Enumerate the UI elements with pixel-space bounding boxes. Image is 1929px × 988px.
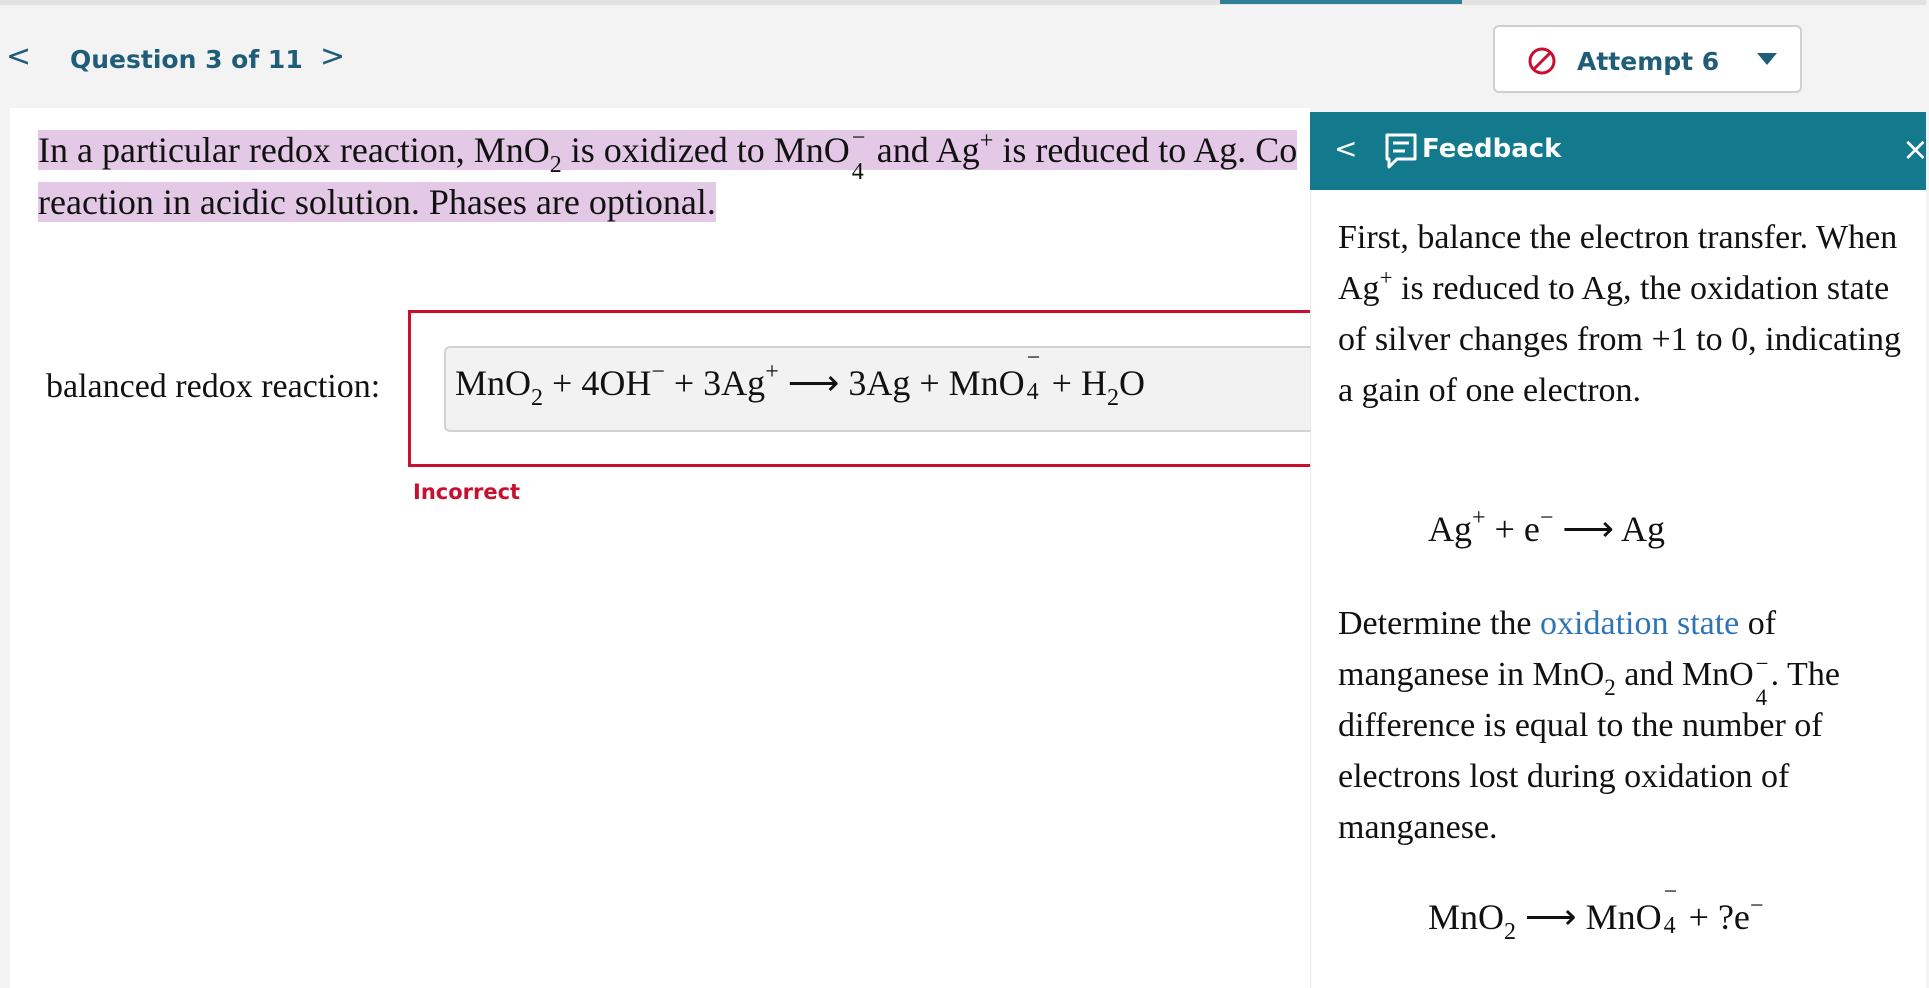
no-entry-icon <box>1527 46 1557 76</box>
previous-question-chevron-icon[interactable]: < <box>6 39 32 74</box>
oxidation-state-link[interactable]: oxidation state <box>1540 605 1740 642</box>
question-prompt: In a particular redox reaction, MnO$_2$ is oxidized to MnO − 4 and Ag+ is reduced to Ag. Co reaction in acidic solution. Phases are optional. <box>38 125 1298 222</box>
feedback-back-chevron-icon[interactable]: < <box>1334 132 1358 165</box>
feedback-paragraph-electron-transfer: First, balance the electron transfer. When Ag+ is reduced to Ag, the oxidation state of silver changes from +1 to 0, indicating a gain of one electron. <box>1338 219 1902 409</box>
answer-label: balanced redox reaction: <box>46 368 381 405</box>
attempt-dropdown[interactable] <box>1493 25 1802 93</box>
question-nav-bar <box>0 5 1926 108</box>
feedback-equation-manganese: MnO$_2$ ⟶ MnO − 4 + ?e− <box>1428 879 1764 945</box>
question-counter-link[interactable]: Question 3 of 11 <box>70 45 303 74</box>
close-icon[interactable]: × <box>1902 130 1929 168</box>
feedback-title: Feedback <box>1422 134 1562 164</box>
feedback-paragraph-oxidation-state: Determine the oxidation state of manganese in MnO$_2$ and MnO − 4 . The difference is equal to the number of electrons lost during oxidation of manganese. <box>1338 605 1840 846</box>
answer-status-incorrect: Incorrect <box>413 480 521 504</box>
feedback-equation-silver: Ag+ + e− ⟶ Ag <box>1428 505 1665 549</box>
feedback-message-icon <box>1384 132 1418 170</box>
next-question-chevron-icon[interactable]: > <box>320 39 346 74</box>
caret-down-icon <box>1757 53 1777 65</box>
feedback-header <box>1310 112 1929 190</box>
question-content-area <box>10 108 1310 988</box>
equation-answer-value[interactable]: MnO$_2$ + 4OH− + 3Ag+ ⟶ 3Ag + MnO − 4 + $H_2O$ <box>455 345 1145 411</box>
attempt-label: Attempt 6 <box>1577 47 1720 76</box>
active-tab-indicator <box>1220 0 1462 4</box>
